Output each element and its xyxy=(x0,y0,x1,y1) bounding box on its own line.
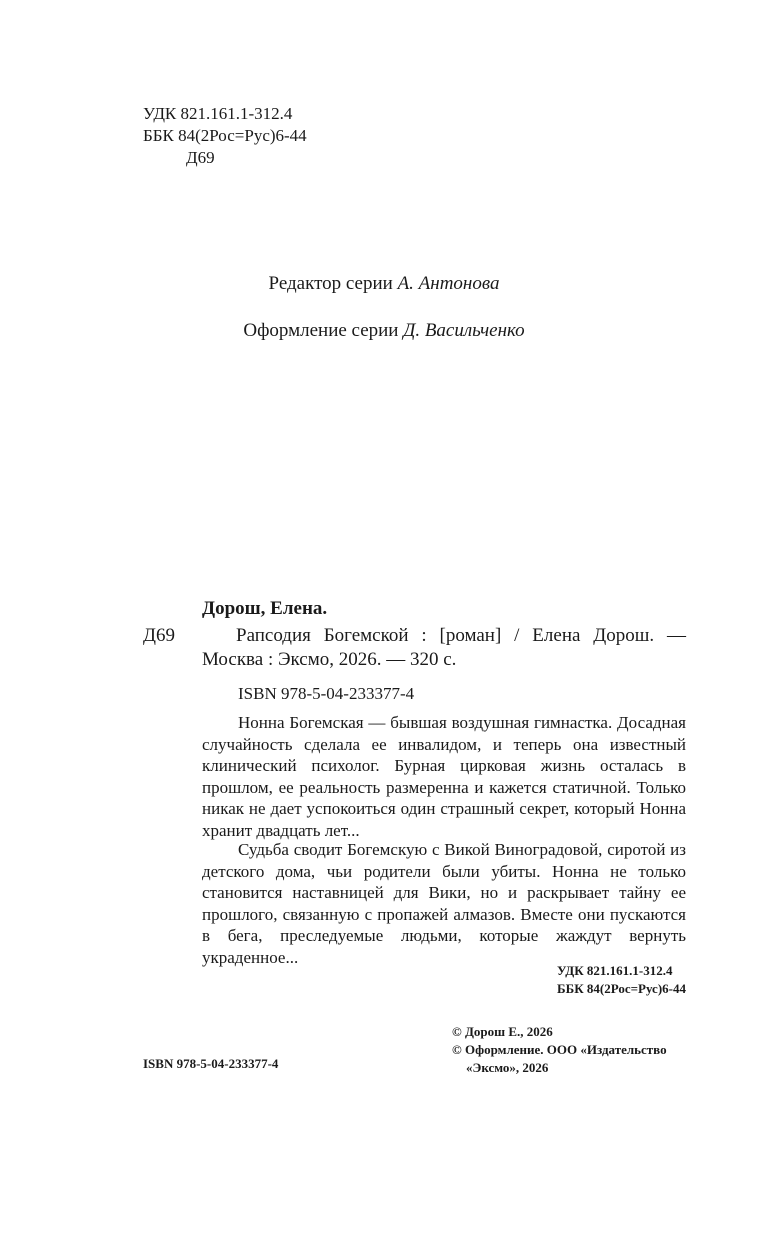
bbk-top: ББК 84(2Рос=Рус)6-44 xyxy=(143,126,307,145)
record-isbn: ISBN 978-5-04-233377-4 xyxy=(238,684,415,703)
copyright-design: © Оформление. ООО «Издательство xyxy=(452,1042,667,1057)
footer-bbk: ББК 84(2Рос=Рус)6-44 xyxy=(557,981,686,996)
record-code: Д69 xyxy=(143,625,175,646)
record-author: Дорош, Елена. xyxy=(202,598,328,619)
copyright-block xyxy=(452,1023,667,1077)
series-editor-label: Редактор серии xyxy=(268,273,398,294)
series-editor-line xyxy=(0,273,768,295)
annotation-paragraph-2: Судьба сводит Богемскую с Викой Виноградовой, сиротой из детского дома, чьи родители были убиты. Нонна не только становится наставницей для Вики, но и раскрывает тайну ее прошлого, связанную с пропажей алмазов. Вместе они пускаются в бега, преследуемые людьми, которые жаждут вернуть украденное... xyxy=(202,840,686,967)
copyright-author: © Дорош Е., 2026 xyxy=(452,1024,553,1039)
footer-classification xyxy=(557,962,686,998)
series-design-line xyxy=(0,320,768,342)
footer-udk: УДК 821.161.1-312.4 xyxy=(557,963,673,978)
udk-top: УДК 821.161.1-312.4 xyxy=(143,104,293,123)
footer-isbn: ISBN 978-5-04-233377-4 xyxy=(143,1056,279,1071)
series-design-name: Д. Васильченко xyxy=(403,320,525,341)
series-editor-name: А. Антонова xyxy=(397,273,500,294)
record-title: Рапсодия Богемской : [роман] / Елена Дорош. — Москва : Эксмо, 2026. — 320 с. xyxy=(202,625,686,670)
copyright-design-cont: «Эксмо», 2026 xyxy=(466,1060,549,1075)
series-design-label: Оформление серии xyxy=(243,320,404,341)
author-mark: Д69 xyxy=(186,148,215,167)
annotation-paragraph-1: Нонна Богемская — бывшая воздушная гимнастка. Досадная случайность сделала ее инвалидом, и теперь она известный клинический психолог. Бурная цирковая жизнь осталась в прошлом, ее реальность размеренна и кажется статичной. Только никак не дает успокоиться один страшный секрет, который Нонна хранит двадцать лет... xyxy=(202,713,686,840)
